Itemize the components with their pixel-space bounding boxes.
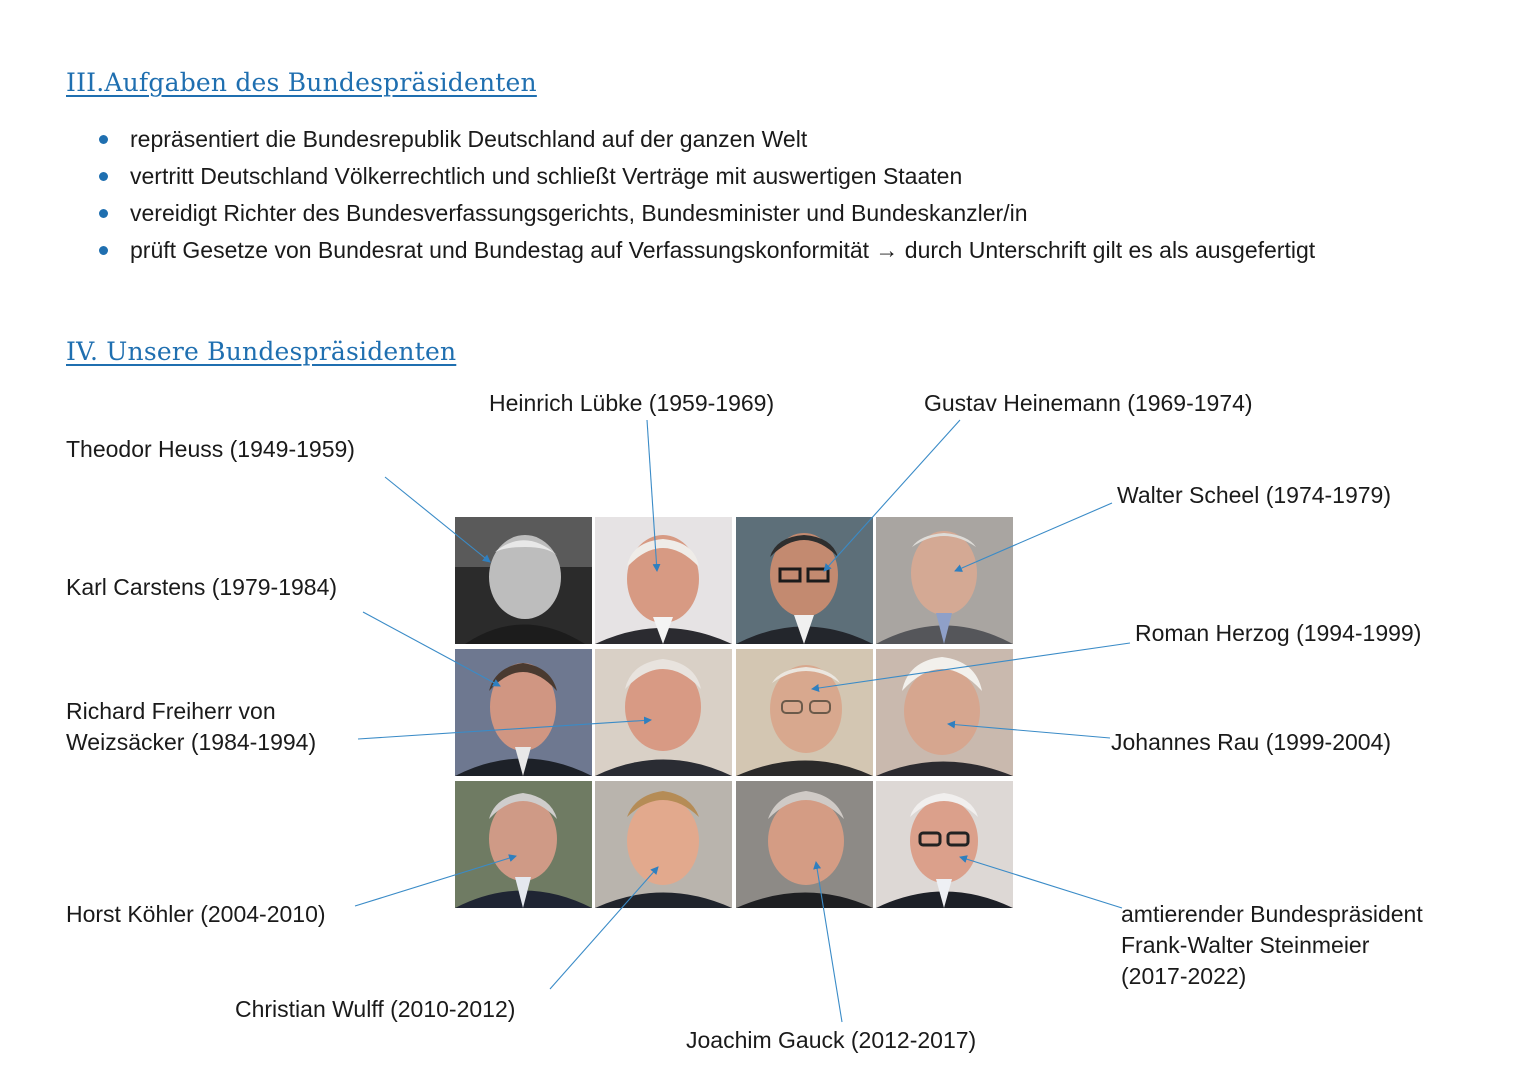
label-koehler: Horst Köhler (2004-2010)	[66, 901, 326, 927]
portrait-herzog	[736, 649, 873, 776]
label-heinemann: Gustav Heinemann (1969-1974)	[924, 390, 1253, 416]
section-3-heading: III.Aufgaben des Bundespräsidenten	[66, 68, 537, 97]
label-luebke: Heinrich Lübke (1959-1969)	[489, 390, 775, 416]
portrait-rau	[876, 649, 1013, 776]
portrait-weizsaecker	[595, 649, 732, 776]
portrait-wulff	[595, 781, 732, 908]
portrait-gauck	[736, 781, 873, 908]
task-item: prüft Gesetze von Bundesrat und Bundestag auf Verfassungskonformität → durch Unterschrift gilt es als ausgefertigt	[96, 232, 1315, 269]
portrait-scheel	[876, 517, 1013, 644]
label-steinmeier-line1: amtierender Bundespräsident	[1121, 901, 1423, 927]
portrait-luebke	[595, 517, 732, 644]
portrait-koehler	[455, 781, 592, 908]
label-herzog: Roman Herzog (1994-1999)	[1135, 620, 1422, 646]
task-item: repräsentiert die Bundesrepublik Deutschland auf der ganzen Welt	[96, 121, 1315, 158]
label-wulff: Christian Wulff (2010-2012)	[235, 996, 516, 1022]
portrait-heinemann	[736, 517, 873, 644]
label-heuss: Theodor Heuss (1949-1959)	[66, 436, 355, 462]
task-item: vertritt Deutschland Völkerrechtlich und schließt Verträge mit auswertigen Staaten	[96, 158, 1315, 195]
label-scheel: Walter Scheel (1974-1979)	[1117, 482, 1392, 508]
label-weizsaecker	[66, 696, 316, 758]
label-steinmeier-line3: (2017-2022)	[1121, 963, 1247, 989]
label-rau: Johannes Rau (1999-2004)	[1111, 729, 1392, 755]
label-gauck: Joachim Gauck (2012-2017)	[686, 1027, 977, 1053]
label-steinmeier	[1121, 899, 1423, 992]
tasks-list	[96, 121, 1315, 269]
portrait-steinmeier	[876, 781, 1013, 908]
task-item: vereidigt Richter des Bundesverfassungsgerichts, Bundesminister und Bundeskanzler/in	[96, 195, 1315, 232]
label-weizsaecker-line2: Weizsäcker (1984-1994)	[66, 729, 317, 755]
label-carstens: Karl Carstens (1979-1984)	[66, 574, 338, 600]
label-weizsaecker-line1: Richard Freiherr von	[66, 698, 276, 724]
label-steinmeier-line2: Frank-Walter Steinmeier	[1121, 932, 1370, 958]
section-4-heading: IV. Unsere Bundespräsidenten	[66, 337, 457, 366]
portrait-heuss	[455, 517, 592, 644]
portrait-carstens	[455, 649, 592, 776]
